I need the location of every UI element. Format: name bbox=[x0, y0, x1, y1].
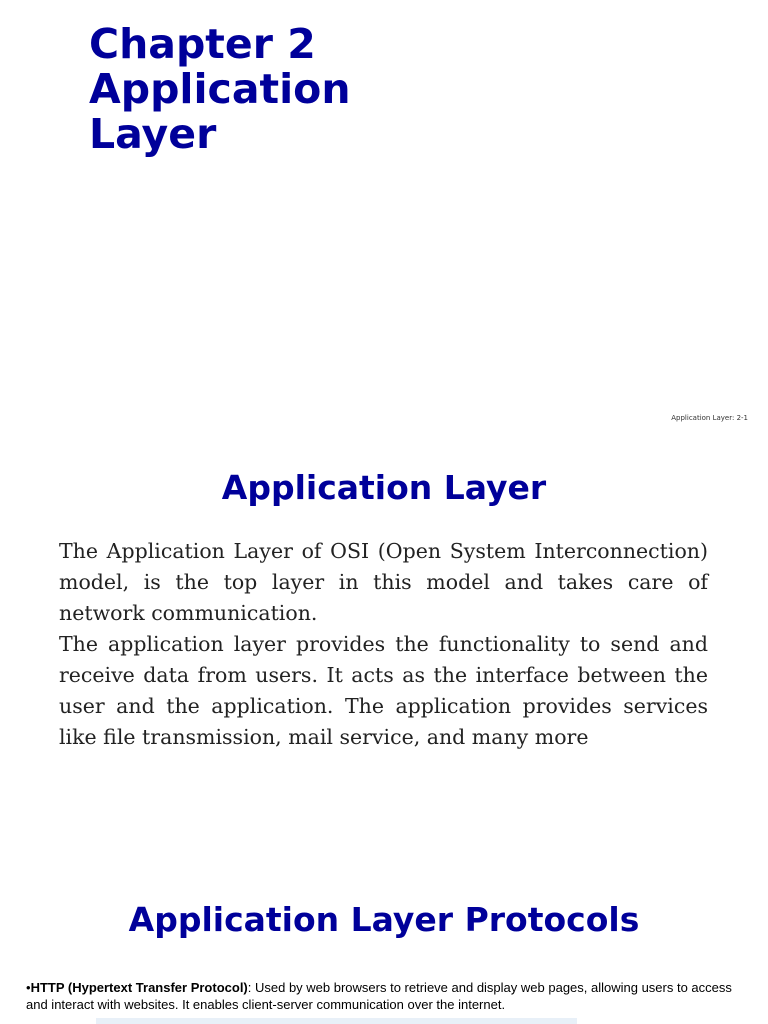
partial-content-bar bbox=[96, 1018, 577, 1024]
slide-protocols bbox=[0, 864, 768, 1024]
chapter-title-line-1: Chapter 2 bbox=[89, 20, 316, 68]
chapter-title bbox=[89, 22, 351, 157]
bullet-item bbox=[26, 979, 746, 1013]
slide-application-layer bbox=[0, 432, 768, 864]
bullet-term: HTTP (Hypertext Transfer Protocol) bbox=[30, 980, 248, 995]
chapter-title-line-2: Application bbox=[89, 65, 351, 113]
slide-chapter-title bbox=[0, 0, 768, 432]
slide-footer-label: Application Layer: 2-1 bbox=[671, 414, 748, 422]
bullet-description: : Used by web browsers to retrieve and display web pages, allowing users to access and interact with websites. It enables client-server communication over the internet. bbox=[26, 980, 732, 1012]
slide-title: Application Layer bbox=[221, 468, 547, 507]
chapter-title-line-3: Layer bbox=[89, 110, 217, 158]
slide-title: Application Layer Protocols bbox=[128, 900, 640, 939]
slide-body bbox=[59, 536, 708, 753]
bullet-marker: • bbox=[26, 980, 31, 995]
body-paragraph: The application layer provides the functionality to send and receive data from users. It acts as the interface between the user and the application. The application provides services like file transmission, mail service, and many more bbox=[59, 632, 708, 749]
body-paragraph: The Application Layer of OSI (Open System Interconnection) model, is the top layer in this model and takes care of network communication. bbox=[59, 539, 708, 625]
